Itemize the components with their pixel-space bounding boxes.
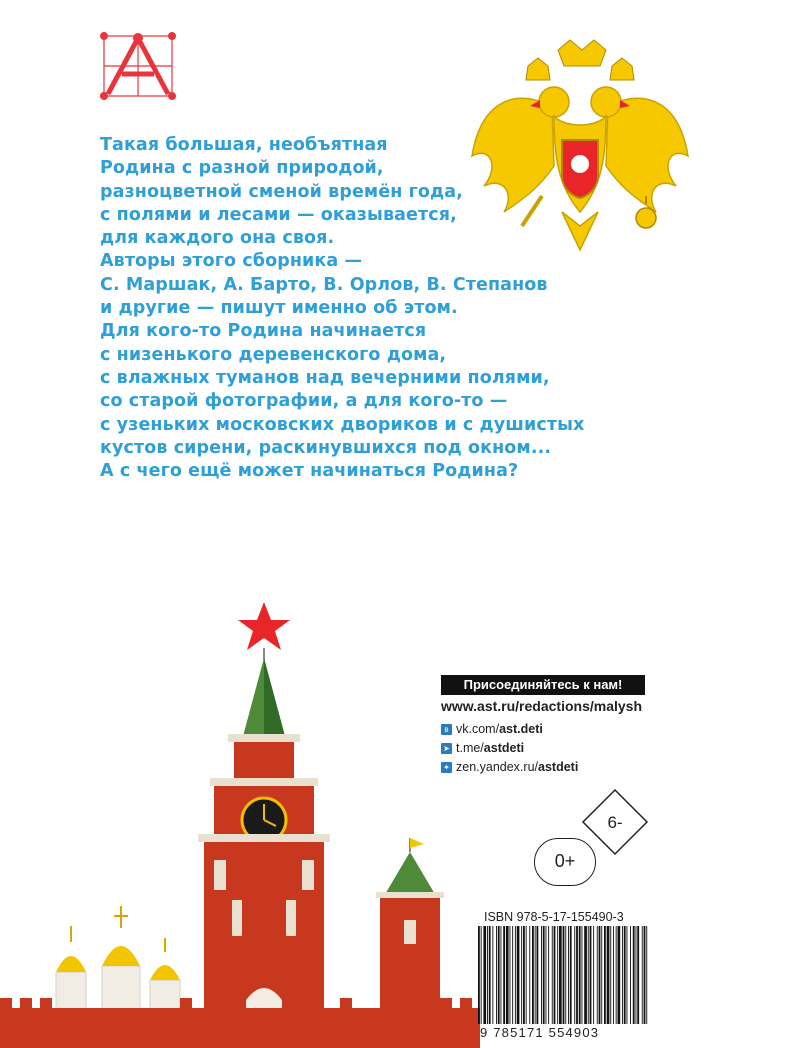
- barcode-bar: [498, 926, 500, 1024]
- description-line: С. Маршак, А. Барто, В. Орлов, В. Степанов: [100, 274, 548, 295]
- barcode-bar: [607, 926, 610, 1024]
- barcode-bar: [541, 926, 542, 1024]
- description-line: с низенького деревенского дома,: [100, 344, 447, 365]
- barcode-bar: [537, 926, 539, 1024]
- barcode-bar: [501, 926, 502, 1024]
- barcode-bar: [593, 926, 594, 1024]
- social-link-handle: ast.deti: [499, 722, 543, 736]
- barcode-bar: [543, 926, 545, 1024]
- description-line: разноцветной сменой времён года,: [100, 181, 463, 202]
- publisher-website-link[interactable]: www.ast.ru/redactions/malysh: [441, 698, 642, 714]
- barcode-bar: [579, 926, 581, 1024]
- description-line: со старой фотографии, а для кого-то —: [100, 391, 508, 412]
- description-line: с узеньких московских двориков и с душистых: [100, 414, 585, 435]
- barcode-bar: [510, 926, 511, 1024]
- barcode-bar: [557, 926, 558, 1024]
- description-line: с полями и лесами — оказывается,: [100, 204, 457, 225]
- barcode-bar: [515, 926, 516, 1024]
- description-line: кустов сирени, раскинувшихся под окном...: [100, 437, 552, 458]
- barcode-bar: [535, 926, 536, 1024]
- description-line: Родина с разной природой,: [100, 158, 384, 179]
- barcode-bar: [489, 926, 491, 1024]
- barcode-bar: [529, 926, 530, 1024]
- description-line: Авторы этого сборника —: [100, 251, 363, 272]
- barcode-bar: [601, 926, 602, 1024]
- social-link-handle: astdeti: [538, 760, 579, 774]
- description-text: [100, 134, 600, 483]
- description-line: Такая большая, необъятная: [100, 135, 388, 155]
- barcode-bar: [554, 926, 556, 1024]
- barcode-bar: [563, 926, 565, 1024]
- isbn-label: ISBN 978-5-17-155490-3: [484, 910, 624, 924]
- barcode-bar: [552, 926, 553, 1024]
- description-line: и другие — пишут именно об этом.: [100, 298, 458, 319]
- age-rating-diamond-label: 6-: [607, 813, 623, 832]
- barcode-bar: [526, 926, 527, 1024]
- barcode-bar: [599, 926, 601, 1024]
- kremlin-star-icon: [238, 602, 290, 650]
- description-line: для каждого она своя.: [100, 228, 335, 249]
- barcode-bar: [624, 926, 626, 1024]
- barcode-digits: 9 785171 554903: [480, 1025, 600, 1040]
- barcode-bar: [570, 926, 572, 1024]
- barcode-bar: [548, 926, 549, 1024]
- social-link-prefix: t.me/: [456, 741, 484, 755]
- barcode: [474, 926, 652, 1024]
- zen-icon: ✦: [441, 762, 452, 773]
- description-line: Для кого-то Родина начинается: [100, 321, 427, 342]
- barcode-bar: [574, 926, 575, 1024]
- barcode-bar: [496, 926, 497, 1024]
- description-line: с влажных туманов над вечерними полями,: [100, 367, 550, 388]
- barcode-bar: [618, 926, 621, 1024]
- barcode-bar: [610, 926, 611, 1024]
- barcode-bar: [487, 926, 488, 1024]
- barcode-bar: [604, 926, 606, 1024]
- age-rating-oval: 0+: [534, 838, 596, 886]
- social-links: [441, 720, 578, 777]
- barcode-bar: [627, 926, 628, 1024]
- barcode-bar: [644, 926, 646, 1024]
- barcode-bar: [559, 926, 562, 1024]
- barcode-bar: [613, 926, 614, 1024]
- barcode-bar: [492, 926, 493, 1024]
- barcode-bar: [512, 926, 513, 1024]
- barcode-bar: [546, 926, 547, 1024]
- vk-icon: в: [441, 724, 452, 735]
- barcode-bar: [584, 926, 587, 1024]
- social-link-prefix: zen.yandex.ru/: [456, 760, 538, 774]
- barcode-bar: [478, 926, 480, 1024]
- barcode-bar: [523, 926, 525, 1024]
- barcode-bar: [565, 926, 566, 1024]
- barcode-bar: [622, 926, 623, 1024]
- barcode-bar: [481, 926, 482, 1024]
- barcode-bar: [588, 926, 589, 1024]
- barcode-bar: [503, 926, 505, 1024]
- age-rating-diamond: [581, 788, 649, 856]
- join-us-banner: Присоединяйтесь к нам!: [441, 675, 645, 695]
- barcode-bar: [630, 926, 631, 1024]
- barcode-bar: [597, 926, 598, 1024]
- publisher-logo: [98, 30, 178, 102]
- barcode-bar: [576, 926, 578, 1024]
- barcode-bar: [636, 926, 637, 1024]
- barcode-bar: [616, 926, 617, 1024]
- social-link-prefix: vk.com/: [456, 722, 500, 736]
- barcode-bar: [532, 926, 534, 1024]
- barcode-bar: [590, 926, 592, 1024]
- social-link-vk[interactable]: [441, 720, 578, 738]
- barcode-bar: [646, 926, 647, 1024]
- telegram-icon: ➤: [441, 743, 452, 754]
- barcode-bar: [637, 926, 639, 1024]
- barcode-bar: [642, 926, 643, 1024]
- description-line: А с чего ещё может начинаться Родина?: [100, 461, 519, 482]
- barcode-bar: [483, 926, 486, 1024]
- social-link-handle: astdeti: [483, 741, 525, 755]
- social-link-zen[interactable]: [441, 758, 578, 776]
- barcode-bar: [582, 926, 583, 1024]
- barcode-bar: [521, 926, 522, 1024]
- barcode-bar: [568, 926, 569, 1024]
- barcode-bar: [517, 926, 520, 1024]
- barcode-bar: [633, 926, 635, 1024]
- barcode-bar: [506, 926, 509, 1024]
- social-link-telegram[interactable]: [441, 739, 578, 757]
- kremlin-illustration: [0, 600, 480, 1048]
